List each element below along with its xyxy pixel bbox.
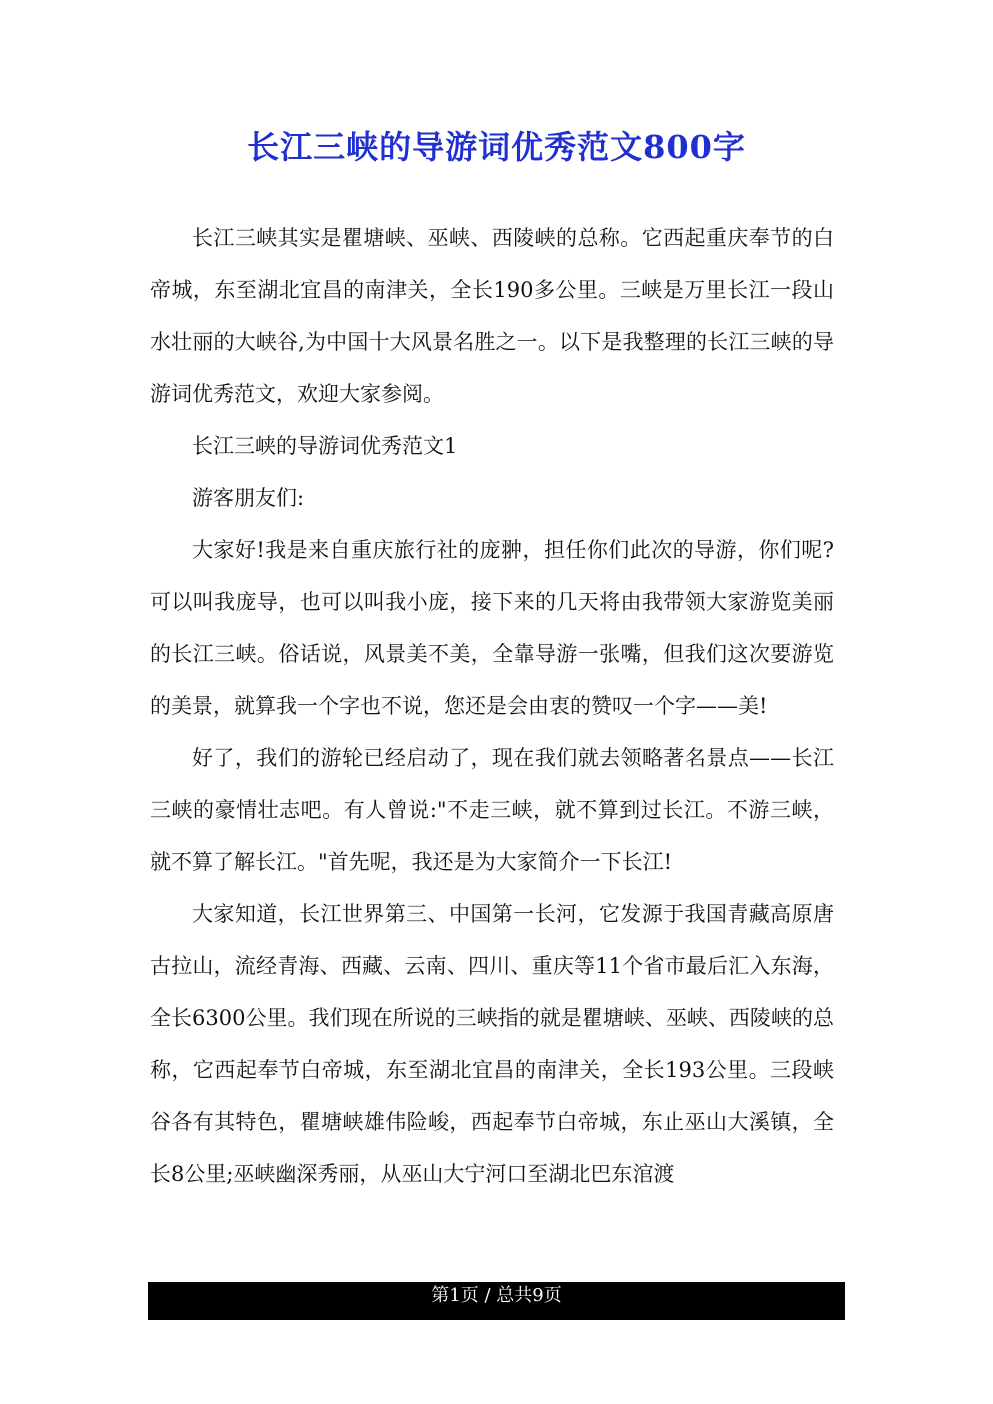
document-title: 长江三峡的导游词优秀范文800字 [247, 128, 746, 166]
paragraph: 大家好!我是来自重庆旅行社的庞翀，担任你们此次的导游，你们呢?可以叫我庞导，也可以叫我小庞，接下来的几天将由我带领大家游览美丽的长江三峡。俗话说，风景美不美，全靠导游一张嘴，但我们这次要游览的美景，就算我一个字也不说，您还是会由衷的赞叹一个字——美! [150, 538, 834, 718]
page-footer [148, 1282, 845, 1320]
paragraph-intro: 长江三峡其实是瞿塘峡、巫峡、西陵峡的总称。它西起重庆奉节的白帝城，东至湖北宜昌的南津关，全长190多公里。三峡是万里长江一段山水壮丽的大峡谷,为中国十大风景名胜之一。以下是我整理的长江三峡的导游词优秀范文，欢迎大家参阅。 [150, 226, 834, 406]
page-number-label: 第1页 / 总共9页 [431, 1285, 562, 1306]
document-body [150, 212, 834, 1200]
greeting: 游客朋友们: [192, 486, 305, 510]
paragraph: 好了，我们的游轮已经启动了，现在我们就去领略著名景点——长江三峡的豪情壮志吧。有人曾说:"不走三峡，就不算到过长江。不游三峡，就不算了解长江。"首先呢，我还是为大家简介一下长江! [150, 746, 834, 874]
section-heading: 长江三峡的导游词优秀范文1 [192, 434, 458, 458]
paragraph: 大家知道，长江世界第三、中国第一长河，它发源于我国青藏高原唐古拉山，流经青海、西藏、云南、四川、重庆等11个省市最后汇入东海，全长6300公里。我们现在所说的三峡指的就是瞿塘峡、巫峡、西陵峡的总称，它西起奉节白帝城，东至湖北宜昌的南津关，全长193公里。三段峡谷各有其特色，瞿塘峡雄伟险峻，西起奉节白帝城，东止巫山大溪镇，全长8公里;巫峡幽深秀丽，从巫山大宁河口至湖北巴东涫渡 [150, 902, 834, 1186]
